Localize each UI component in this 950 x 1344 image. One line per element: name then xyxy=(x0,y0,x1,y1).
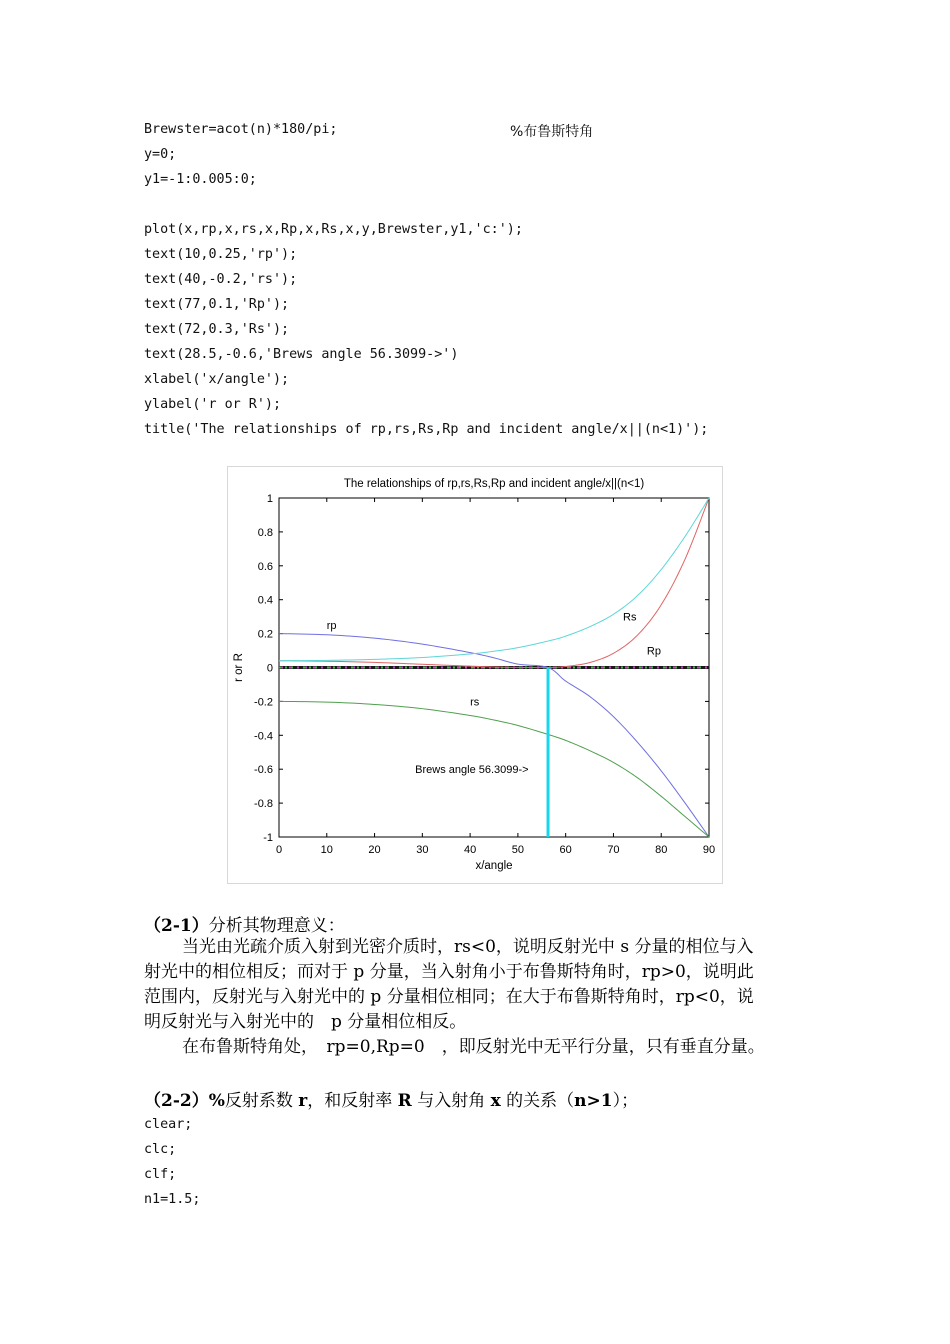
heading-text-3: 与入射角 xyxy=(411,1091,491,1111)
x-tick-label: 0 xyxy=(275,844,283,856)
annotation-brews: Brews angle 56.3099-> xyxy=(415,764,529,777)
x-tick-label: 90 xyxy=(702,844,716,856)
y-tick-label: -0.4 xyxy=(254,730,273,743)
annotation-rs: Rs xyxy=(623,611,637,624)
code2-line-2: clc; xyxy=(144,1142,177,1157)
heading-text-2: ，和反射率 xyxy=(307,1091,398,1111)
y-tick-label: 0.8 xyxy=(257,526,273,539)
annotation-rs: rs xyxy=(470,696,480,709)
para-line-3: 范围内，反射光与入射光中的 p 分量相位相同；在大于布鲁斯特角时，rp<0，说 xyxy=(144,987,754,1007)
code2-line-3: clf; xyxy=(144,1167,177,1182)
y-tick-label: -0.8 xyxy=(254,798,273,811)
x-tick-label: 60 xyxy=(559,844,572,856)
y-tick-label: -0.2 xyxy=(254,696,273,709)
section-2-2-percent: % xyxy=(208,1091,225,1111)
code-line-8: text(77,0.1,'Rp'); xyxy=(144,297,290,312)
code-line-7: text(40,-0.2,'rs'); xyxy=(144,272,298,287)
section-2-1-heading xyxy=(144,911,345,936)
heading-text-4: 的关系（ xyxy=(500,1091,575,1111)
x-tick-label: 10 xyxy=(320,844,333,856)
x-axis-label: x/angle xyxy=(475,860,513,872)
code2-line-1: clear; xyxy=(144,1117,193,1132)
y-tick-label: 0.6 xyxy=(257,560,273,573)
series-rp xyxy=(279,634,709,837)
heading-text-1: 反射系数 xyxy=(224,1091,299,1111)
section-2-1-number: （2-1） xyxy=(144,916,209,936)
heading-x: x xyxy=(490,1091,501,1111)
matlab-figure xyxy=(227,466,723,884)
code2-line-4: n1=1.5; xyxy=(144,1192,201,1207)
y-tick-label: -0.6 xyxy=(254,764,273,777)
heading-text-5: ）； xyxy=(612,1091,639,1111)
para-line-2: 射光中的相位相反；而对于 p 分量，当入射角小于布鲁斯特角时，rp>0，说明此 xyxy=(144,962,754,982)
y-tick-label: 0 xyxy=(266,662,273,675)
code-line-10: text(28.5,-0.6,'Brews angle 56.3099->') xyxy=(144,347,459,362)
heading-r: r xyxy=(298,1091,308,1111)
code-comment: %布鲁斯特角 xyxy=(510,124,594,140)
y-tick-label: -1 xyxy=(263,832,273,844)
section-2-2-number: （2-2） xyxy=(144,1091,209,1111)
x-tick-label: 70 xyxy=(607,844,620,856)
series-Rp xyxy=(279,498,709,668)
heading-n: n>1 xyxy=(574,1091,613,1111)
code-line-1: Brewster=acot(n)*180/pi; xyxy=(144,122,338,137)
x-tick-label: 40 xyxy=(463,844,477,856)
annotation-rp: Rp xyxy=(646,645,661,658)
code-line-13: title('The relationships of rp,rs,Rs,Rp and incident angle/x||(n<1)'); xyxy=(144,422,709,437)
code-line-9: text(72,0.3,'Rs'); xyxy=(144,322,290,337)
x-tick-label: 80 xyxy=(655,844,668,856)
para-line-4: 明反射光与入射光中的 p 分量相位相反。 xyxy=(144,1012,467,1032)
heading-R: R xyxy=(397,1091,412,1111)
para-line-1: 当光由光疏介质入射到光密介质时，rs<0，说明反射光中 s 分量的相位与入 xyxy=(182,937,754,957)
y-tick-label: 0.2 xyxy=(257,628,273,641)
x-tick-label: 20 xyxy=(368,844,381,856)
section-2-1-title: 分析其物理意义： xyxy=(208,916,345,936)
code-line-11: xlabel('x/angle'); xyxy=(144,372,290,387)
code-line-12: ylabel('r or R'); xyxy=(144,397,282,412)
code-line-6: text(10,0.25,'rp'); xyxy=(144,247,298,262)
chart-svg xyxy=(228,467,722,883)
code-line-3: y1=-1:0.005:0; xyxy=(144,172,257,187)
y-tick-label: 1 xyxy=(266,493,273,505)
code-line-2: y=0; xyxy=(144,147,177,162)
section-2-2-heading xyxy=(144,1086,638,1111)
chart-title: The relationships of rp,rs,Rs,Rp and incident angle/x||(n<1) xyxy=(343,478,645,490)
y-tick-label: 0.4 xyxy=(257,594,273,607)
para-brewster: 在布鲁斯特角处， rp=0,Rp=0 ，即反射光中无平行分量，只有垂直分量。 xyxy=(182,1037,765,1057)
x-tick-label: 50 xyxy=(511,844,525,856)
code-line-5: plot(x,rp,x,rs,x,Rp,x,Rs,x,y,Brewster,y1,'c:'); xyxy=(144,222,523,237)
y-axis-label: r or R xyxy=(233,653,245,682)
series-Rs xyxy=(279,498,709,661)
annotation-rp: rp xyxy=(326,620,337,633)
x-tick-label: 30 xyxy=(416,844,429,856)
